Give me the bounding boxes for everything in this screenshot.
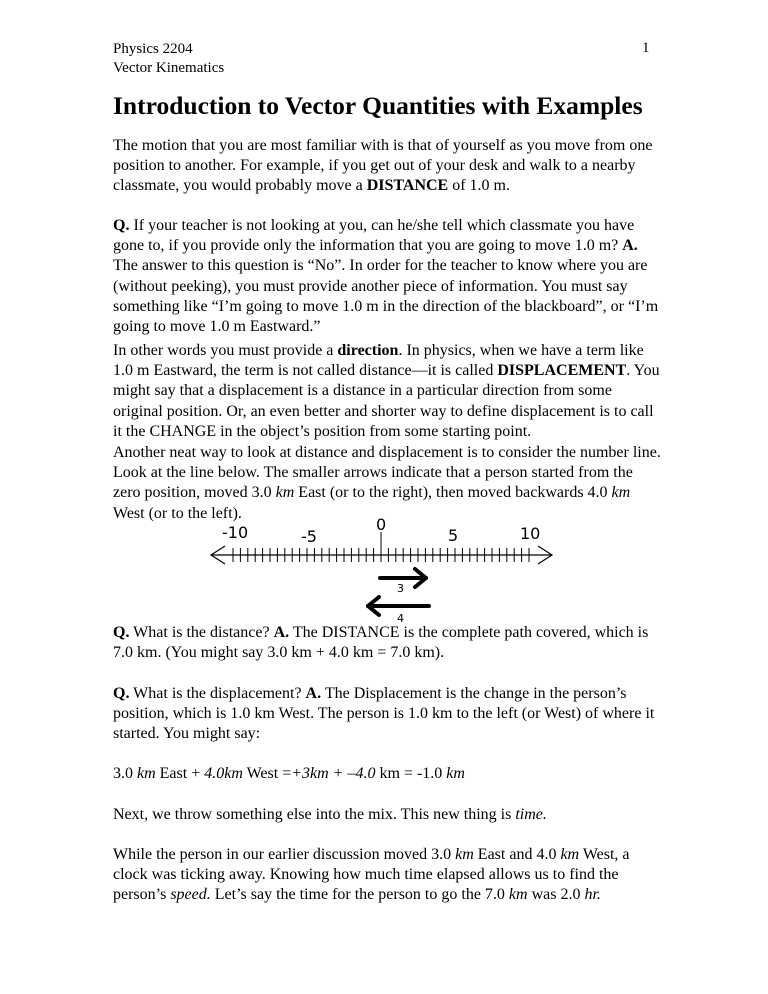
italic-run: km <box>455 846 474 863</box>
tick-label-minus-5: -5 <box>301 527 317 546</box>
text-run: Another neat way to look at distance and displacement is to consider the number line. Look at the line below. The smaller arrows indicate that a person started from the zero position, moved 3.0 <box>113 444 661 502</box>
text-run: What is the displacement? <box>129 685 306 702</box>
text-run: of 1.0 m. <box>448 177 510 195</box>
tick-label-5: 5 <box>448 526 459 545</box>
course-name: Physics 2204 <box>113 41 193 57</box>
italic-run: speed. <box>170 886 211 904</box>
text-run: The motion that you are most familiar with is that of yourself as you move from one position to another. For example, if you get out of your desk and walk to a nearby classmate, you would probably move a <box>113 137 653 195</box>
question-marker: Q. <box>113 624 130 641</box>
italic-run: km <box>508 886 528 904</box>
italic-run: km <box>446 765 465 782</box>
paragraph-question-1 <box>113 216 663 337</box>
paragraph-question-distance <box>113 623 663 663</box>
italic-run: time. <box>515 806 547 823</box>
text-run: East (or to the right), then moved backwards 4.0 <box>294 484 612 502</box>
text-run: The DISTANCE is the complete path covered, which is 7.0 km. (You might say 3.0 km + 4.0 km = 7.0 km). <box>113 624 649 662</box>
text-run: In other words you must provide a <box>113 342 338 359</box>
text-run: West, a clock was ticking away. Knowing how much time elapsed allows us to find the person’s <box>113 846 630 904</box>
italic-run: hr. <box>584 886 601 904</box>
text-run: What is the distance? <box>129 624 274 641</box>
paragraph-intro <box>113 136 663 197</box>
number-line-ticks <box>233 532 529 562</box>
page-number: 1 <box>642 40 650 56</box>
unit-km: km <box>275 484 295 502</box>
paragraph-speed <box>113 845 663 906</box>
italic-run: km <box>560 846 580 863</box>
term-displacement: DISPLACEMENT <box>497 362 627 380</box>
term-distance: DISTANCE <box>366 177 449 195</box>
paragraph-direction <box>113 341 663 442</box>
tick-label-zero: 0 <box>376 515 387 534</box>
number-line-diagram <box>205 510 565 628</box>
text-run: was 2.0 <box>527 886 585 904</box>
text-run: East + <box>155 765 205 782</box>
text-run: . You might say that a displacement is a distance in a particular direction from some original position. Or, an even better and shorter way to define displacement is to call it the CHANGE in the object’s position from some starting point. <box>113 362 660 440</box>
arrow-east-label: 3 <box>397 582 404 595</box>
unit-km: km <box>611 484 631 502</box>
italic-run: 4.0km <box>204 765 243 782</box>
text-run: Let’s say the time for the person to go the 7.0 <box>210 886 509 904</box>
text-run: km = -1.0 <box>375 765 447 782</box>
answer-marker: A. <box>273 624 290 641</box>
page-header <box>113 40 224 78</box>
text-run: Next, we throw something else into the mix. This new thing is <box>113 806 516 823</box>
text-run: West = <box>242 765 292 782</box>
page-title: Introduction to Vector Quantities with Examples <box>113 91 643 120</box>
text-run: The answer to this question is “No”. In order for the teacher to know where you are (without peeking), you must provide another piece of information. You must say something like “I’m going to move 1.0 m in the direction of the blackboard”, or “I’m going to move 1.0 m Eastward.” <box>113 257 659 336</box>
answer-marker: A. <box>305 685 322 702</box>
text-run: While the person in our earlier discussion moved 3.0 <box>113 846 456 863</box>
italic-run: +3km + –4.0 <box>291 765 376 782</box>
paragraph-time-intro <box>113 805 663 825</box>
text-run: The Displacement is the change in the person’s position, which is 1.0 km West. The person is 1.0 km to the left (or West) of where it started. You might say: <box>113 685 655 743</box>
question-marker: Q. <box>113 217 130 234</box>
paragraph-equation <box>113 764 663 784</box>
tick-label-minus-10: -10 <box>222 523 249 542</box>
italic-run: km <box>137 765 156 782</box>
unit-name: Vector Kinematics <box>113 60 225 76</box>
text-run: If your teacher is not looking at you, can he/she tell which classmate you have gone to, if you provide only the information that you are going to move 1.0 m? <box>113 217 635 255</box>
answer-marker: A. <box>622 237 638 255</box>
text-run: . In physics, when we have a term like 1.0 m Eastward, the term is not called distance—it is called <box>113 342 644 380</box>
text-run: 3.0 <box>113 765 137 782</box>
text-run: East and 4.0 <box>473 846 561 863</box>
term-direction: direction <box>337 342 399 359</box>
text-run: West (or to the left). <box>113 504 242 522</box>
arrow-west-label: 4 <box>397 612 404 625</box>
question-marker: Q. <box>113 685 130 702</box>
paragraph-question-displacement <box>113 684 663 745</box>
tick-label-10: 10 <box>520 524 541 543</box>
